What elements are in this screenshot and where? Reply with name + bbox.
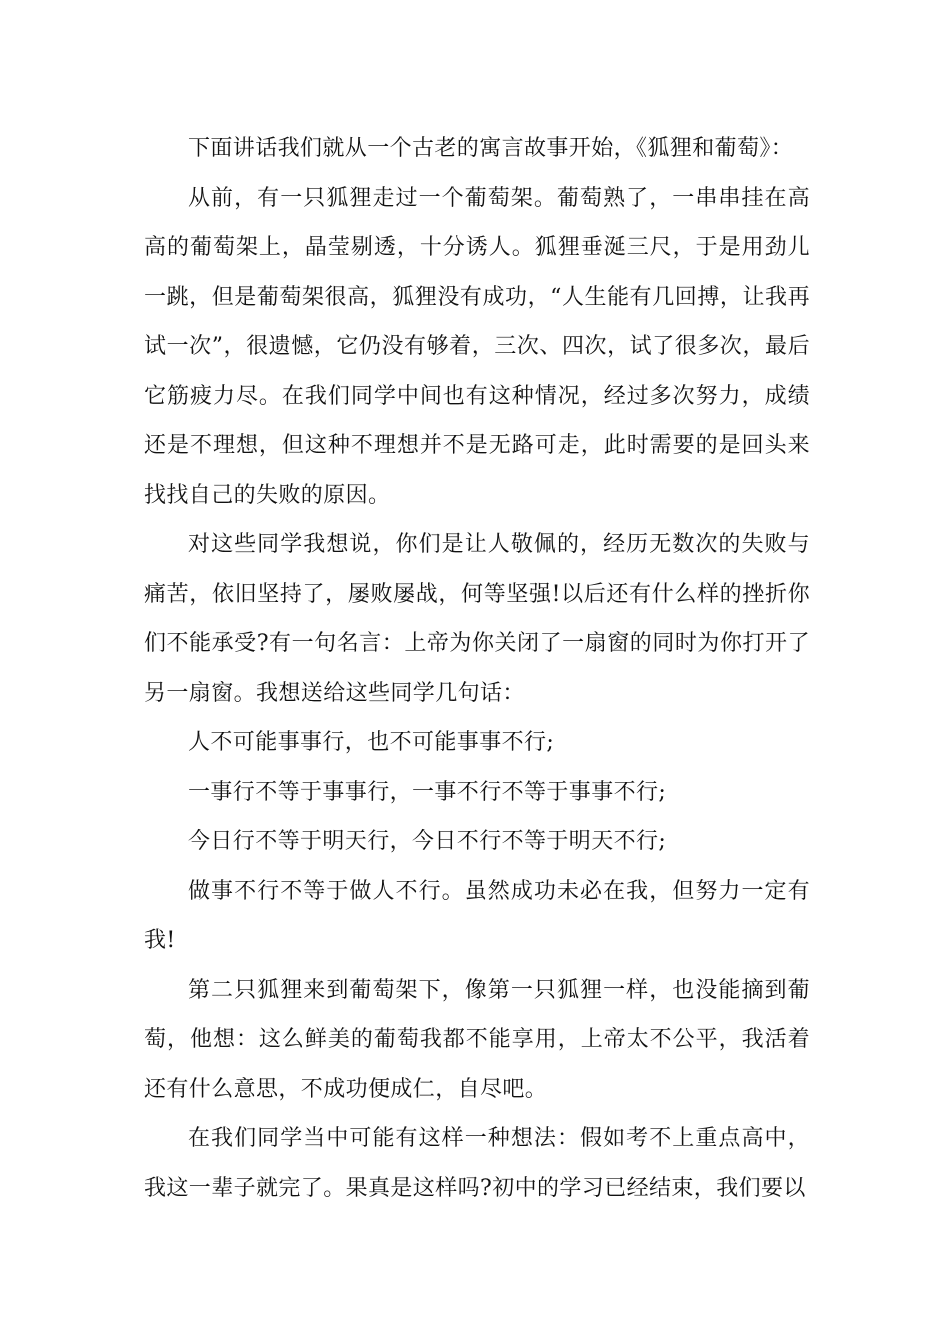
paragraph-encouragement: 对这些同学我想说，你们是让人敬佩的，经历无数次的失败与痛苦，依旧坚持了，屡败屡战，何等坚强!以后还有什么样的挫折你们不能承受?有一句名言：上帝为你关闭了一扇窗的同时为你打开了另一扇窗。我想送给这些同学几句话：: [144, 532, 810, 706]
paragraph-saying-2: 一事行不等于事事行，一事不行不等于事事不行;: [188, 779, 667, 805]
paragraph-fox-story: 从前，有一只狐狸走过一个葡萄架。葡萄熟了，一串串挂在高高的葡萄架上，晶莹剔透，十分诱人。狐狸垂涎三尺，于是用劲儿一跳，但是葡萄架很高，狐狸没有成功，“人生能有几回搏，让我再试一次”，很遗憾，它仍没有够着，三次、四次，试了很多次，最后它筋疲力尽。在我们同学中间也有这种情况，经过多次努力，成绩还是不理想，但这种不理想并不是无路可走，此时需要的是回头来找找自己的失败的原因。: [144, 185, 810, 508]
paragraph-intro: 下面讲话我们就从一个古老的寓言故事开始，《狐狸和葡萄》：: [188, 136, 794, 161]
paragraph-saying-1: 人不可能事事行，也不可能事事不行;: [188, 730, 555, 755]
document-body: [144, 124, 810, 1213]
paragraph-saying-3: 今日行不等于明天行，今日不行不等于明天不行;: [188, 829, 667, 854]
paragraph-high-school: 在我们同学当中可能有这样一种想法：假如考不上重点高中，我这一辈子就完了。果真是这样吗?初中的学习已经结束，我们要以: [144, 1126, 810, 1201]
paragraph-second-fox: 第二只狐狸来到葡萄架下，像第一只狐狸一样，也没能摘到葡萄，他想：这么鲜美的葡萄我都不能享用，上帝太不公平，我活着还有什么意思，不成功便成仁，自尽吧。: [144, 977, 810, 1102]
paragraph-saying-4: 做事不行不等于做人不行。虽然成功未必在我，但努力一定有我!: [144, 878, 810, 953]
